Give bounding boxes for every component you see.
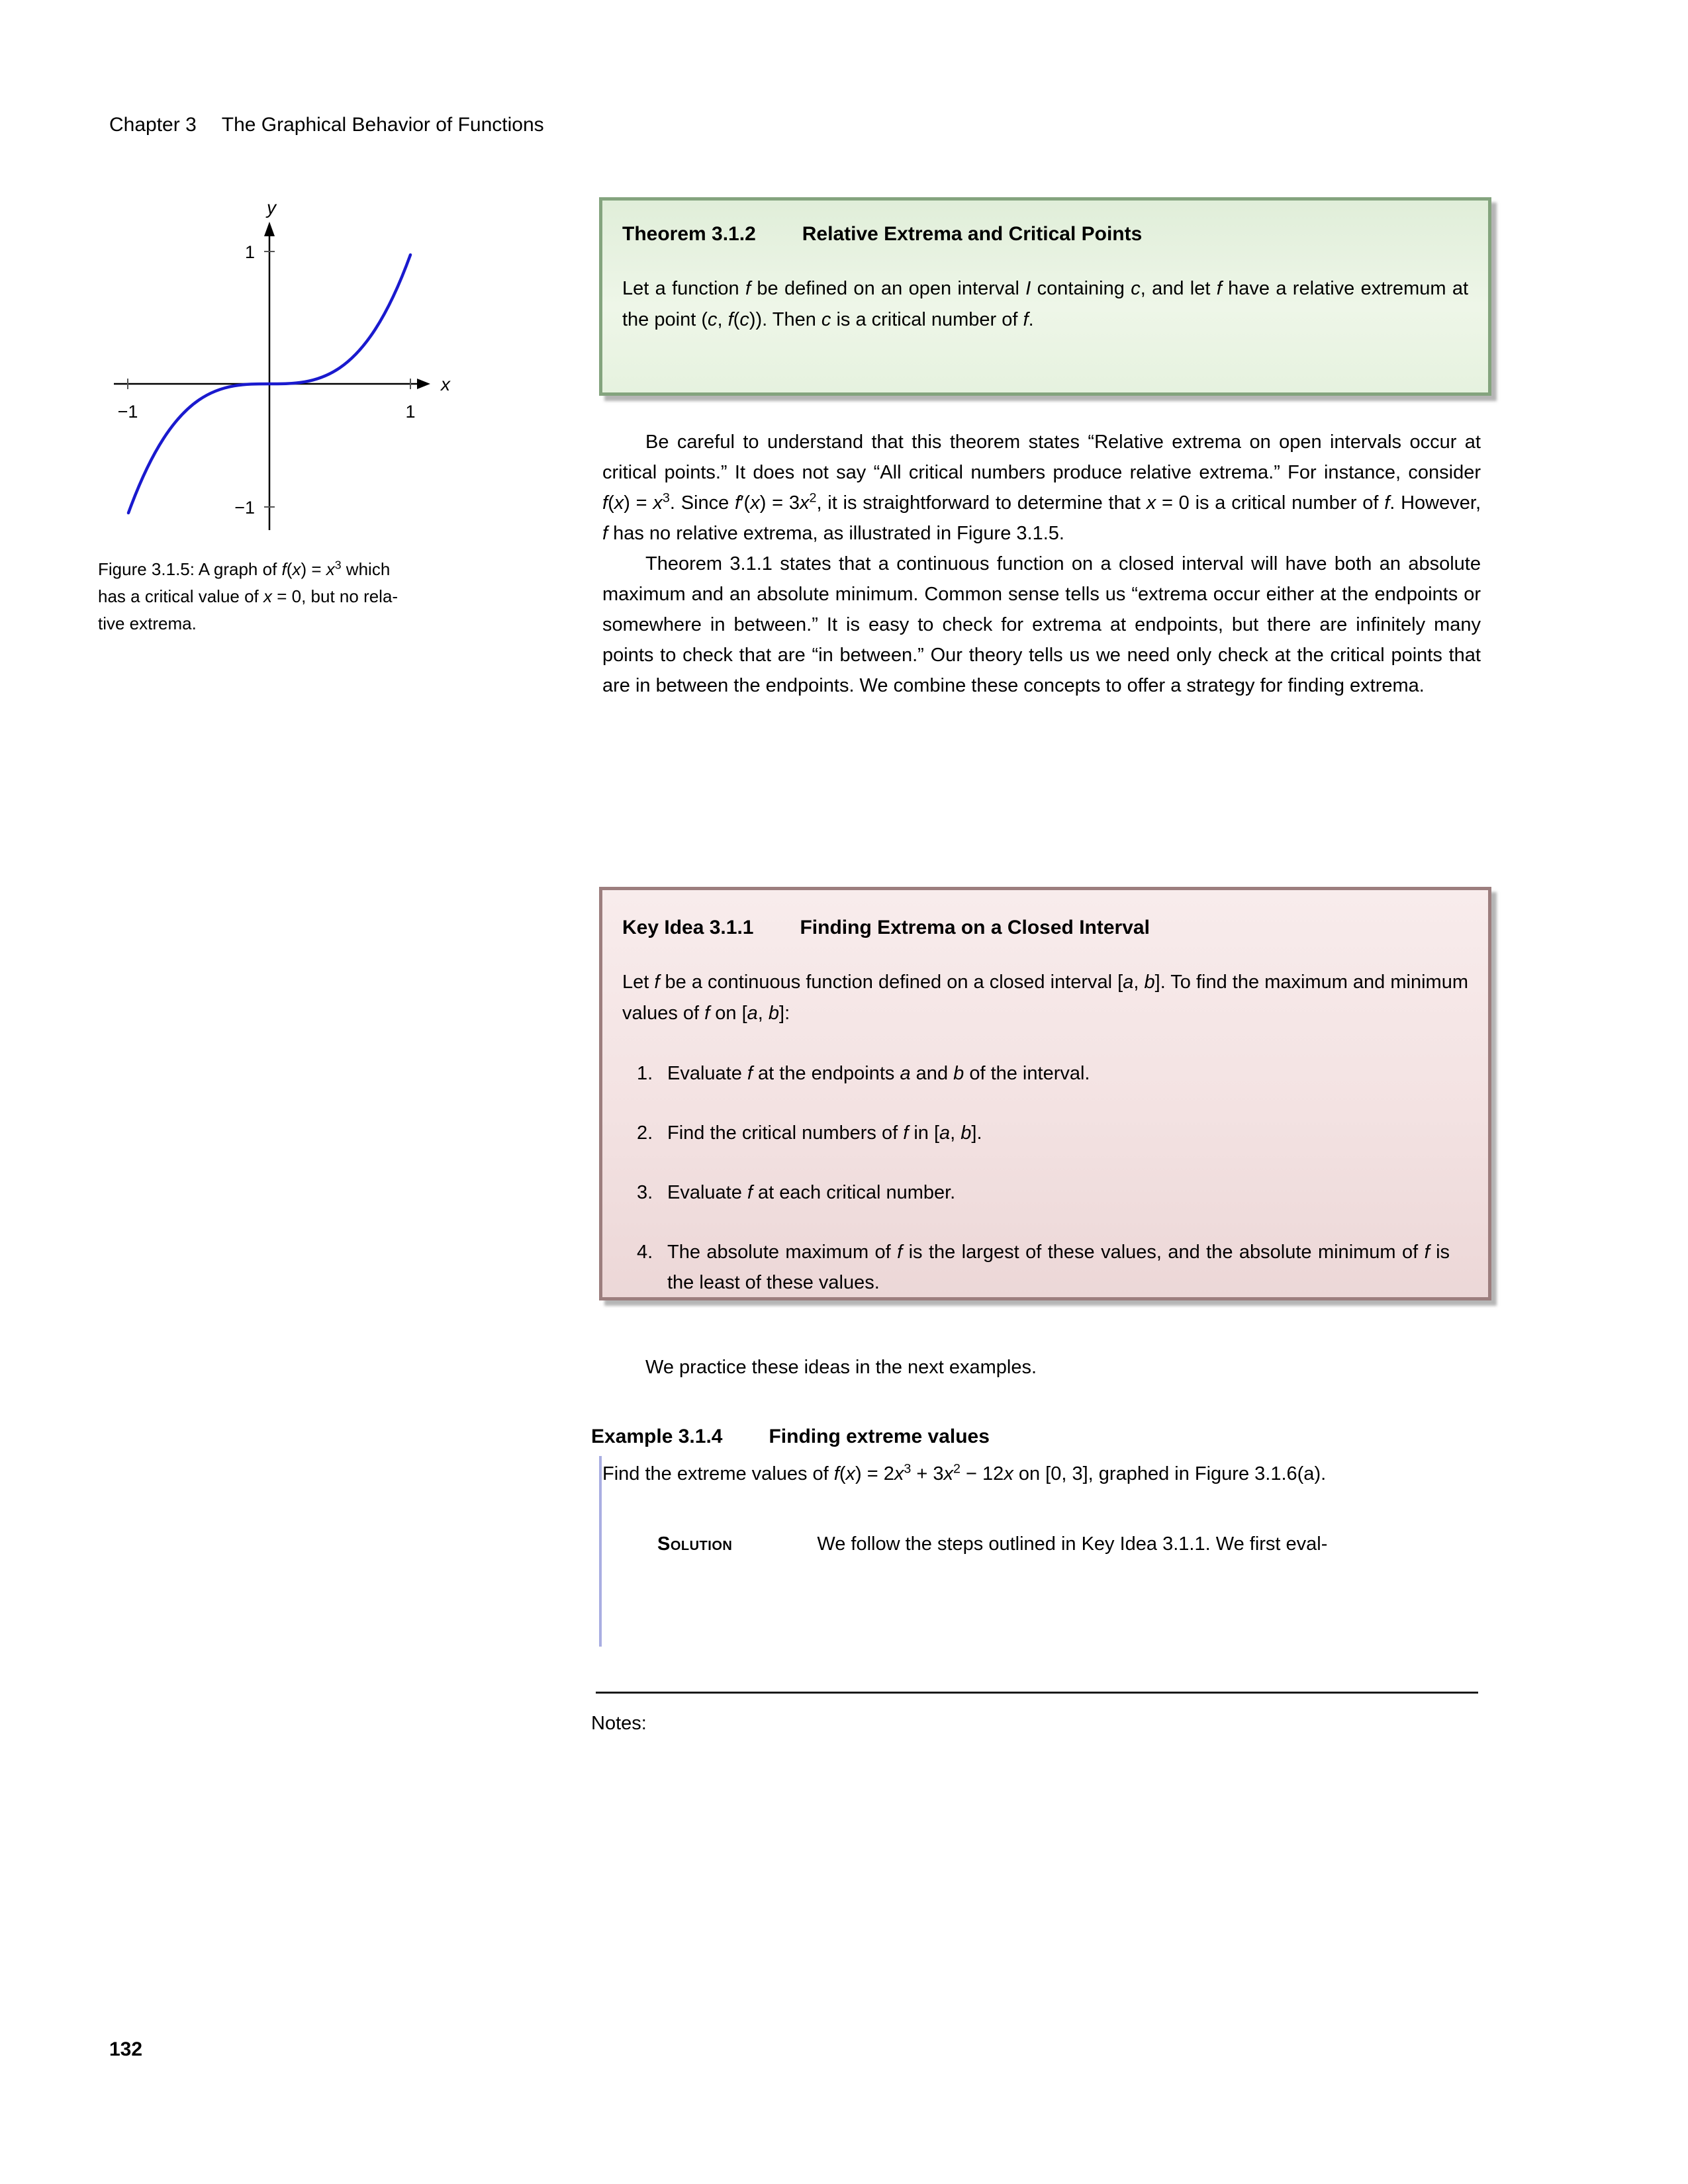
- practice-sentence: [602, 1357, 1481, 1379]
- notes-divider-rule: [596, 1692, 1478, 1694]
- example-block: [591, 1422, 1491, 1559]
- y-axis-label: y: [267, 197, 276, 218]
- example-statement: Find the extreme values of $f(x) = 2x^3 + 3x^2 - 12x$ on [0, 3], graphed in Figure 3.1.6(a).: [602, 1461, 1327, 1484]
- key-idea-item: [637, 1058, 1468, 1089]
- item-number: 1.: [637, 1063, 653, 1084]
- key-idea-label: Key Idea 3.1.1: [622, 917, 754, 938]
- solution-label: Solution: [657, 1533, 733, 1555]
- key-idea-box: [599, 887, 1491, 1300]
- figure-caption: [98, 556, 528, 637]
- item-number: 4.: [637, 1242, 653, 1263]
- chapter-label: Chapter 3: [109, 114, 197, 136]
- example-left-rule: [599, 1456, 602, 1647]
- solution-row: [591, 1529, 1491, 1559]
- page-number: 132: [109, 2038, 143, 2060]
- x-tick-label-1: 1: [405, 402, 416, 422]
- key-idea-item: [637, 1237, 1468, 1298]
- key-idea-title: Finding Extrema on a Closed Interval: [800, 917, 1150, 938]
- item-text: Evaluate f at each critical number.: [667, 1182, 956, 1203]
- y-tick-label-1: 1: [244, 242, 255, 262]
- example-heading: [591, 1422, 1491, 1452]
- y-tick-label-neg1: −1: [234, 498, 255, 518]
- running-header: [109, 114, 544, 136]
- key-idea-intro: Let f be a continuous function defined on a closed interval [a, b]. To find the maximum and minimum values of f on [a, b]:: [622, 972, 1468, 1024]
- theorem-box-title: [622, 223, 1468, 246]
- key-idea-box-title: [622, 917, 1468, 939]
- figure-caption-line: has a critical value of x = 0, but no rela-: [98, 586, 399, 606]
- figure-graph: [58, 194, 469, 538]
- theorem-box: [599, 197, 1491, 396]
- item-text: Find the critical numbers of f in [a, b].: [667, 1122, 982, 1144]
- example-title: Finding extreme values: [769, 1426, 990, 1447]
- item-number: 3.: [637, 1182, 653, 1203]
- body-text-column: [602, 427, 1481, 701]
- paragraph-text: Theorem 3.1.1 states that a continuous function on a closed interval will have both an absolute maximum and an absolute minimum. Common sense tells us “extrema occur either at the endpoints or somewhere in between.” It is easy to check for extrema at endpoints, but there are infinitely many points to check that are “in between.” Our theory tells us we need only check at the critical points that are in between the endpoints. We combine these concepts to offer a strategy for finding extrema.: [602, 553, 1481, 696]
- theorem-label: Theorem 3.1.2: [622, 223, 756, 245]
- y-axis-arrow: [264, 222, 275, 236]
- paragraph: [602, 549, 1481, 701]
- x-axis-label: x: [441, 374, 450, 394]
- x-tick-label-neg1: −1: [117, 402, 138, 422]
- figure-caption-line: Figure 3.1.5: A graph of $f(x) = x^3$ which: [98, 558, 391, 579]
- theorem-body: Let a function f be defined on an open interval I containing c, and let f have a relative extremum at the point (c, f(c)). Then c is a critical number of f.: [622, 278, 1469, 330]
- key-idea-item: [637, 1118, 1468, 1148]
- item-text: Evaluate f at the endpoints a and b of the interval.: [667, 1063, 1090, 1084]
- key-idea-item: [637, 1177, 1468, 1208]
- solution-text: We follow the steps outlined in Key Idea 3.1.1. We first eval-: [817, 1533, 1328, 1555]
- notes-label: Notes:: [591, 1713, 647, 1734]
- chapter-title: The Graphical Behavior of Functions: [221, 114, 544, 136]
- paragraph: [602, 427, 1481, 549]
- paragraph-text: Be careful to understand that this theorem states “Relative extrema on open intervals occur at critical points.” It does not say “All critical numbers produce relative extrema.” For instance, consider $f(x) = x^3$. Since $f'(x) = 3x^2$, it is straightforward to determine that x = 0 is a critical number of f. However, f has no relative extrema, as illustrated in Figure 3.1.5.: [602, 432, 1481, 544]
- item-text: The absolute maximum of f is the largest of these values, and the absolute minimum of f is the least of these values.: [667, 1242, 1450, 1293]
- figure-caption-line: tive extrema.: [98, 614, 197, 633]
- x-axis-arrow: [417, 379, 430, 389]
- example-label: Example 3.1.4: [591, 1426, 723, 1447]
- item-number: 2.: [637, 1122, 653, 1144]
- theorem-title: Relative Extrema and Critical Points: [802, 223, 1143, 245]
- practice-text: We practice these ideas in the next examples.: [645, 1357, 1037, 1378]
